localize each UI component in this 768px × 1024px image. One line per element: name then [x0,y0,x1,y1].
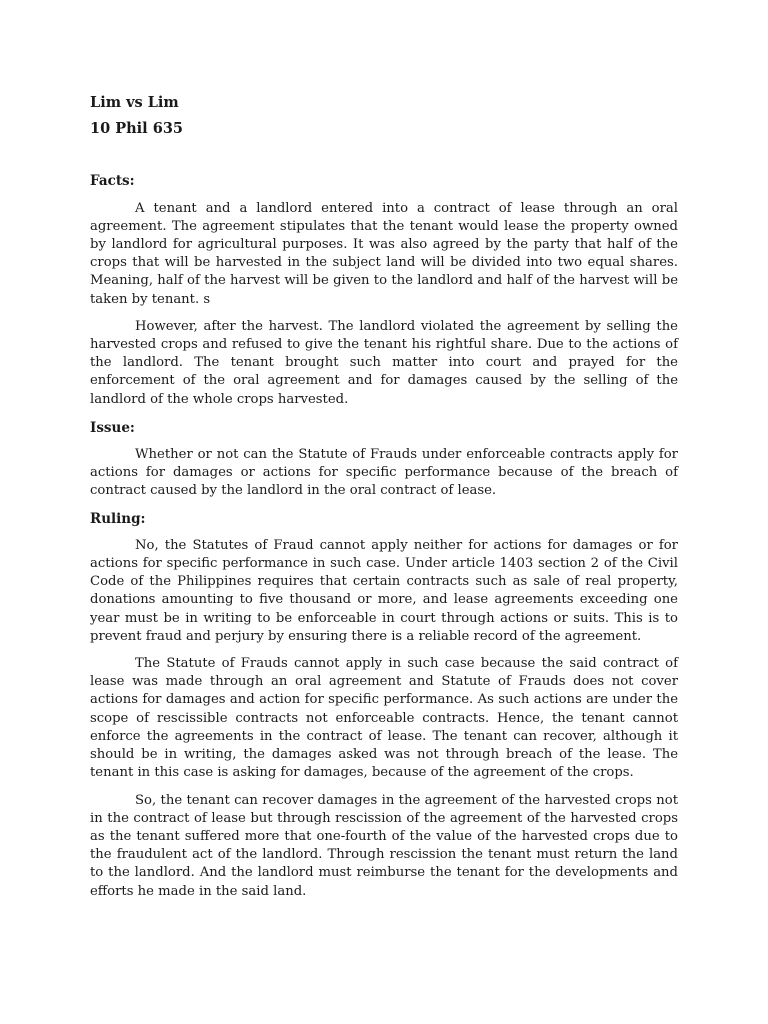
facts-paragraph-1: A tenant and a landlord entered into a contract of lease through an oral agreement. The agreement stipulates that the tenant would lease the property owned by landlord for agricultural purposes. It was also agreed by the party that half of the crops that will be harvested in the subject land will be divided into two equal shares. Meaning, half of the harvest will be given to the landlord and half of the harvest will be taken by tenant. s [90,200,678,307]
case-title: Lim vs Lim [90,94,179,111]
ruling-paragraph-2: The Statute of Frauds cannot apply in such case because the said contract of lease was made through an oral agreement and Statute of Frauds does not cover actions for damages and action for specific performance. As such actions are under the scope of rescissible contracts not enforceable contracts. Hence, the tenant cannot enforce the agreements in the contract of lease. The tenant can recover, although it should be in writing, the damages asked was not through breach of the lease. The tenant in this case is asking for damages, because of the agreement of the crops. [90,656,678,781]
issue-heading: Issue: [90,419,135,436]
ruling-heading: Ruling: [90,510,146,527]
issue-paragraph-1: Whether or not can the Statute of Frauds under enforceable contracts apply for actions for damages or actions for specific performance because of the breach of contract caused by the landlord in the oral contract of lease. [90,447,678,499]
ruling-paragraph-1: No, the Statutes of Fraud cannot apply neither for actions for damages or for actions for specific performance in such case. Under article 1403 section 2 of the Civil Code of the Philippines requires that certain contracts such as sale of real property, donations amounting to five thousand or more, and lease agreements exceeding one year must be in writing to be enforceable in court through actions or suits. This is to prevent fraud and perjury by ensuring there is a reliable record of the agreement. [90,537,678,644]
case-citation: 10 Phil 635 [90,120,184,138]
document-page [90,94,678,901]
facts-paragraph-2: However, after the harvest. The landlord violated the agreement by selling the harvested crops and refused to give the tenant his rightful share. Due to the actions of the landlord. The tenant brought such matter into court and prayed for the enforcement of the oral agreement and for damages caused by the selling of the landlord of the whole crops harvested. [90,318,678,407]
facts-heading: Facts: [90,173,135,190]
ruling-paragraph-3: So, the tenant can recover damages in the agreement of the harvested crops not in the contract of lease but through rescission of the agreement of the harvested crops as the tenant suffered more that one-fourth of the value of the harvested crops due to the fraudulent act of the landlord. Through rescission the tenant must return the land to the landlord. And the landlord must reimburse the tenant for the developments and efforts he made in the said land. [90,792,678,899]
